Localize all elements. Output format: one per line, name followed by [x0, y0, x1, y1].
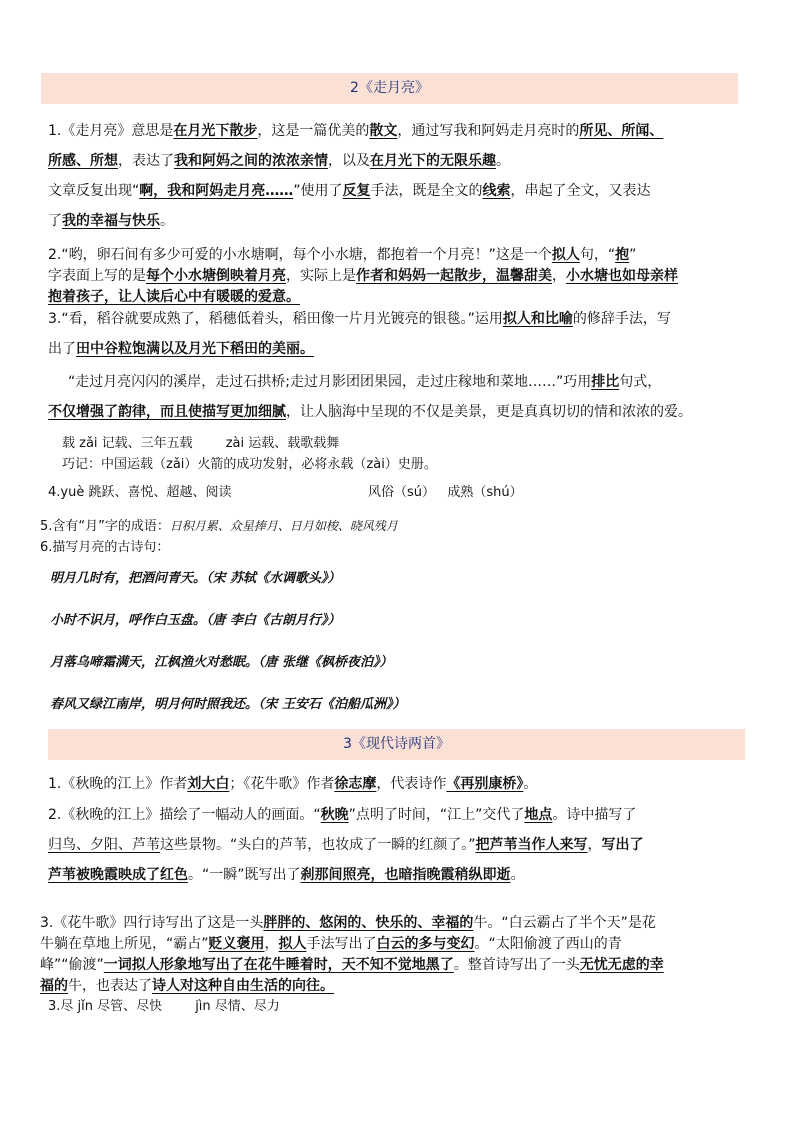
text: 字表面上写的是 [48, 268, 146, 284]
text: ，实际上是 [286, 268, 356, 284]
answer-blank: 把芦苇当作人来写 [475, 837, 588, 853]
text: 巧记：中国运载（zǎi）火箭的成功发射，必将永载（zài）史册。 [62, 457, 437, 472]
answer-blank: 线索 [482, 183, 511, 199]
paragraph-2 [48, 800, 748, 890]
answer-blank: 我的幸福与快乐 [62, 213, 160, 229]
text: 。“太阳偷渡了西山的青 [474, 936, 622, 952]
text: 的修辞手法，写 [572, 311, 671, 327]
jin-note [48, 996, 748, 1017]
text: ” [629, 247, 637, 263]
text: 风俗（sú） 成熟（shú） [368, 485, 523, 500]
text: 牛，也表达了 [68, 978, 152, 994]
item-6 [40, 537, 740, 558]
text: 。 [510, 867, 525, 883]
text: 1.《走月亮》意思是 [48, 123, 174, 139]
poem-line [50, 653, 393, 673]
answer-blank: 白云的多与变幻 [376, 936, 475, 952]
answer-blank: 抱 [615, 247, 630, 263]
answer-blank: 拟人 [551, 247, 580, 263]
text: 出了 [48, 341, 76, 357]
text: 5.含有“月”字的成语： [40, 519, 170, 534]
text: 小时不识月，呼作白玉盘。（唐 李白《古朗月行》） [50, 613, 341, 628]
paragraph-1 [48, 116, 748, 236]
paragraph-4 [48, 367, 748, 397]
answer-blank: 刘大白 [187, 776, 230, 792]
text: ，让人脑海中呈现的不仅是美景，更是真真切切的情和浓浓的爱。 [286, 404, 692, 420]
answer-blank: 在月光下的无限乐趣 [370, 153, 496, 169]
section-title: 3《现代诗两首》 [343, 736, 450, 752]
text: 。 [523, 776, 538, 792]
text: 月落乌啼霜满天，江枫渔火对愁眠。（唐 张继《枫桥夜泊》） [50, 655, 393, 670]
text: ”点明了时间，“江上”交代了 [348, 807, 525, 823]
text: 这些景物。“头白的芦苇，也妆成了一瞬的红颜了。” [160, 837, 476, 853]
text: 4.yuè 跳跃、喜悦、超越、阅读 [48, 485, 232, 500]
answer-blank: 作者和妈妈一起散步，温馨甜美 [356, 268, 552, 284]
text: 6.描写月亮的古诗句： [40, 540, 170, 555]
text: 。整首诗写出了一头 [453, 957, 580, 973]
text: ，表达了 [118, 153, 174, 169]
section-banner-2 [41, 73, 738, 104]
text: ，串起了全文，又表达 [510, 183, 651, 199]
text: 了 [48, 213, 62, 229]
idiom-list: 日积月累、众星捧月、日月如梭、晓风残月 [169, 519, 398, 533]
text: ， [264, 936, 279, 952]
text: ，这是一篇优美的 [257, 123, 370, 139]
answer-blank: 在月光下散步 [173, 123, 258, 139]
answer-blank: 啊，我和阿妈走月亮…… [139, 183, 294, 199]
text: ， [587, 837, 602, 853]
answer-blank: 徐志摩 [334, 776, 377, 792]
text: 。 [496, 153, 510, 169]
text: 峰”“偷渡” [40, 957, 104, 973]
answer-blank: 散文 [369, 123, 398, 139]
text: 写出了 [601, 837, 644, 853]
poem-line [50, 569, 341, 589]
text: ”使用了 [293, 183, 343, 199]
text: 句式， [619, 374, 662, 390]
answer-blank: 地点 [524, 807, 553, 823]
answer-blank: 诗人对这种自由生活的向往。 [152, 978, 334, 994]
answer-blank: 抱着孩子，让人读后心中有暖暖的爱意。 [48, 289, 300, 305]
text: ，通过写我和阿妈走月亮时的 [397, 123, 580, 139]
answer-blank: 排比 [591, 374, 620, 390]
answer-blank: 不仅增强了韵律，而且使描写更加细腻 [48, 404, 286, 420]
answer-blank: 福的 [40, 978, 68, 994]
poem-line [50, 695, 406, 715]
answer-blank: 贬义褒用 [208, 936, 265, 952]
answer-blank: 刹那间照亮，也暗指晚霞稍纵即逝 [300, 867, 511, 883]
text: 3.“看，稻谷就要成熟了，稻穗低着头，稻田像一片月光镀亮的银毯。”运用 [48, 311, 503, 327]
item-4b [368, 482, 668, 503]
answer-blank: 我和阿妈之间的浓浓亲情 [174, 153, 328, 169]
answer-blank: 小水塘也如母亲样 [566, 268, 678, 284]
text: “走过月亮闪闪的溪岸，走过石拱桥;走过月影团团果园，走过庄稼地和菜地……”巧用 [68, 374, 592, 390]
paragraph-1 [48, 769, 748, 799]
text: 明月几时有，把酒问青天。（宋 苏轼《水调歌头》） [50, 571, 341, 586]
text: ；《花牛歌》作者 [229, 776, 335, 792]
answer-blank: 无忧无虑的幸 [579, 957, 664, 973]
answer-blank: 秋晚 [320, 807, 349, 823]
answer-blank: 《再别康桥》 [446, 776, 524, 792]
text: ，代表诗作 [376, 776, 447, 792]
text: 。 [160, 213, 174, 229]
text: 。诗中描写了 [552, 807, 637, 823]
answer-blank: 拟人和比喻 [502, 311, 573, 327]
text: 2.“哟，卵石间有多少可爱的小水塘啊，每个小水塘，都抱着一个月亮！”这是一个 [48, 247, 552, 263]
text: 3.《花牛歌》四行诗写出了这是一头 [40, 915, 264, 931]
paragraph-4b [48, 397, 748, 427]
zai-mnemonic [62, 454, 762, 475]
paragraph-2 [48, 245, 748, 308]
text: 2.《秋晚的江上》描绘了一幅动人的画面。“ [48, 807, 321, 823]
text: 载 zǎi 记载、三年五载 zài 运载、载歌载舞 [62, 436, 340, 451]
item-5 [40, 516, 740, 537]
answer-blank: 反复 [342, 183, 371, 199]
answer-blank: 所感、所想 [48, 153, 118, 169]
text: 3.尽 jǐn 尽管、尽快 jìn 尽情、尽力 [48, 999, 280, 1014]
text: 1.《秋晚的江上》作者 [48, 776, 188, 792]
text: ，以及 [328, 153, 370, 169]
text: 手法写出了 [306, 936, 377, 952]
text: 春风又绿江南岸，明月何时照我还。（宋 王安石《泊船瓜洲》） [50, 697, 406, 712]
paragraph-3 [40, 913, 752, 997]
text: 手法，既是全文的 [370, 183, 483, 199]
text: 牛躺在草地上所见，“霸占” [40, 936, 209, 952]
text: ， [552, 268, 566, 284]
answer-blank: 拟人 [278, 936, 307, 952]
answer-blank: 归鸟、夕阳、芦苇 [48, 837, 160, 853]
section-title: 2《走月亮》 [350, 80, 429, 96]
answer-blank: 芦苇被晚霞映成了红色 [48, 867, 188, 883]
answer-blank: 一词拟人形象地写出了在花牛睡着时，天不知不觉地黑了 [103, 957, 454, 973]
text: 。“一瞬”既写出了 [188, 867, 301, 883]
section-banner-3 [48, 729, 745, 760]
answer-blank: 胖胖的、悠闲的、快乐的、幸福的 [263, 915, 474, 931]
poem-line [50, 611, 341, 631]
text: 文章反复出现“ [48, 183, 140, 199]
zai-note [62, 433, 762, 454]
text: 句，“ [579, 247, 616, 263]
answer-blank: 每个小水塘倒映着月亮 [146, 268, 286, 284]
text: 牛。“白云霸占了半个天”是花 [473, 915, 656, 931]
answer-blank: 田中谷粒饱满以及月光下稻田的美丽。 [76, 341, 314, 357]
answer-blank: 所见、所闻、 [579, 123, 664, 139]
paragraph-3 [48, 304, 748, 364]
